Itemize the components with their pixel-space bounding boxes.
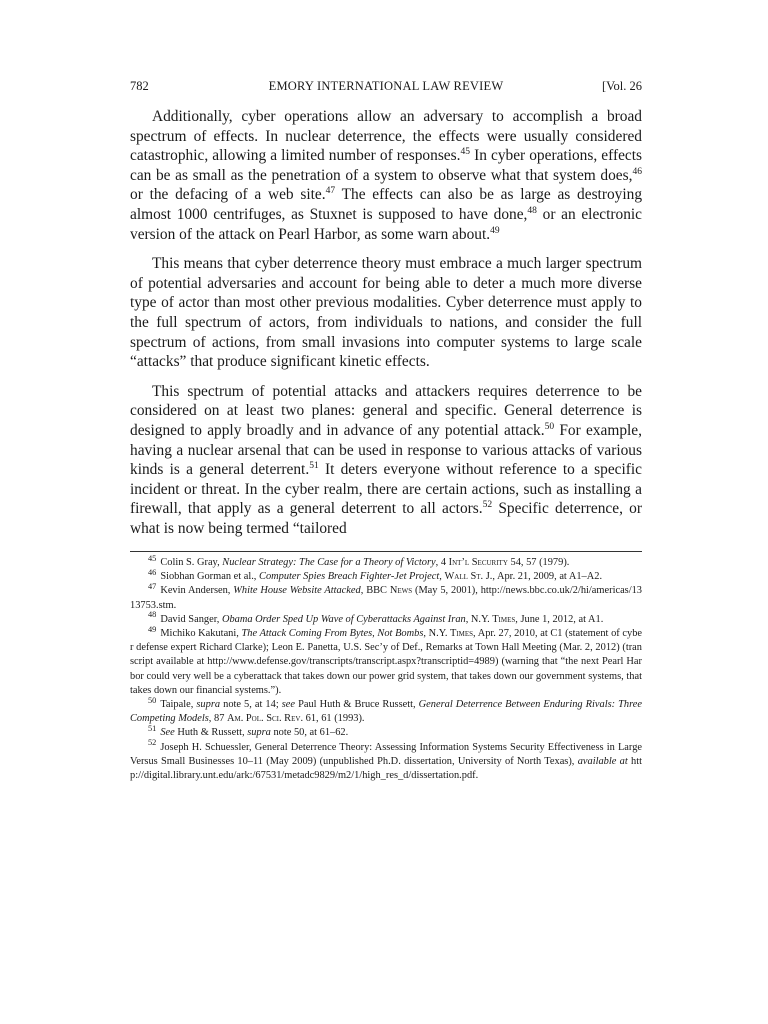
footnote-ref[interactable]: 49: [490, 224, 500, 236]
running-header: [130, 77, 642, 95]
footnote-number: 52: [148, 738, 157, 748]
footnote-divider: [130, 551, 642, 552]
footnote-ref[interactable]: 45: [460, 146, 471, 158]
footnote-ref[interactable]: 46: [632, 165, 642, 177]
footnote-number: 49: [148, 624, 157, 634]
footnote: $^{50}$ Taipale, supra note 5, at 14; see Paul Huth & Bruce Russett, General Deterrence Between Enduring Rivals: Three Competing Models, 87 Am. Pol. Sci. Rev. 61, 61 (1993).: [130, 695, 643, 725]
volume-label: [Vol. 26: [601, 79, 642, 93]
footnotes: [130, 553, 643, 783]
body-text: [130, 107, 642, 548]
footnote-ref[interactable]: 47: [325, 185, 336, 197]
footnote: $^{51}$ See Huth & Russett, supra note 50, at 61–62.: [148, 723, 349, 739]
footnote: $^{46}$ Siobhan Gorman et al., Computer Spies Breach Fighter-Jet Project, Wall St. J., Apr. 21, 2009, at A1–A2.: [148, 567, 603, 583]
paragraph: This spectrum of potential attacks and attackers requires deterrence to be considered on at least two planes: general and specific. General deterrence is designed to apply broadly and in advance of any potential attack.$^{50}$ For example, having a nuclear arsenal that can be used in response to various attacks of various kinds is a general deterrent.$^{51}$ It deters everyone without reference to a specific incident or threat. In the cyber realm, there are certain actions, such as installing a firewall, that apply as a general deterrent to all actors.$^{52}$ Specific deterrence, or what is now being termed “tailored: [130, 382, 642, 537]
footnote: $^{48}$ David Sanger, Obama Order Sped Up Wave of Cyberattacks Against Iran, N.Y. Times, June 1, 2012, at A1.: [148, 610, 604, 625]
footnote-ref[interactable]: 48: [527, 204, 537, 216]
footnote: $^{47}$ Kevin Andersen, White House Website Attacked, BBC News (May 5, 2001), http://news.bbc.co.uk/2/hi/americas/1313753.stm.: [130, 581, 642, 611]
footnote-number: 51: [148, 723, 157, 733]
footnote-ref[interactable]: 52: [482, 499, 493, 511]
footnote-number: 47: [148, 581, 157, 591]
footnote: $^{49}$ Michiko Kakutani, The Attack Coming From Bytes, Not Bombs, N.Y. Times, Apr. 27, 2010, at C1 (statement of cyber defense expert Richard Clarke); Leon E. Panetta, U.S. Sec’y of Def., Remarks at Town Hall Meeting (Mar. 2, 2012) (transcript available at http://www.defense.gov/transcripts/transcript.aspx?transcriptid=4989) (warning that “the next Pearl Harbor could very well be a cyberattack that takes down our power grid system, that takes down our government systems, that takes down our financial systems.”).: [130, 624, 642, 696]
footnote-number: 45: [148, 553, 157, 563]
paragraph: Additionally, cyber operations allow an adversary to accomplish a broad spectrum of effects. In nuclear deterrence, the effects were usually considered catastrophic, allowing a limited number of responses.$^{45}$ In cyber operations, effects can be as small as the penetration of a system to observe what that system does,$^{46}$ or the defacing of a web site.$^{47}$ The effects can also be as large as destroying almost 1000 centrifuges, as Stuxnet is supposed to have done,$^{48}$ or an electronic version of the attack on Pearl Harbor, as some warn about.$^{49}$: [130, 108, 643, 243]
paragraph: This means that cyber deterrence theory must embrace a much larger spectrum of potential adversaries and account for being able to deter a much more diverse type of actor than most other previous modalities. Cyber deterrence must apply to the full spectrum of actors, from individuals to nations, and consider the full spectrum of actions, from small invasions into computer systems to large scale “attacks” that produce significant kinetic effects.: [130, 255, 642, 371]
footnote-number: 48: [148, 610, 157, 620]
page-number: 782: [130, 79, 149, 93]
footnote: $^{52}$ Joseph H. Schuessler, General Deterrence Theory: Assessing Information Systems Security Effectiveness in Large Versus Small Businesses 10–11 (May 2009) (unpublished Ph.D. dissertation, University of North Texas), available at http://digital.library.unt.edu/ark:/67531/metadc9829/m2/1/high_res_d/dissertation.pdf.: [130, 738, 642, 782]
footnote-ref[interactable]: 51: [309, 459, 319, 471]
footnote: $^{45}$ Colin S. Gray, Nuclear Strategy: The Case for a Theory of Victory, 4 Int’l Security 54, 57 (1979).: [148, 553, 570, 568]
journal-title: EMORY INTERNATIONAL LAW REVIEW: [268, 79, 504, 93]
footnote-number: 46: [148, 567, 157, 577]
footnote-number: 50: [148, 695, 157, 705]
footnote-ref[interactable]: 50: [544, 420, 555, 432]
